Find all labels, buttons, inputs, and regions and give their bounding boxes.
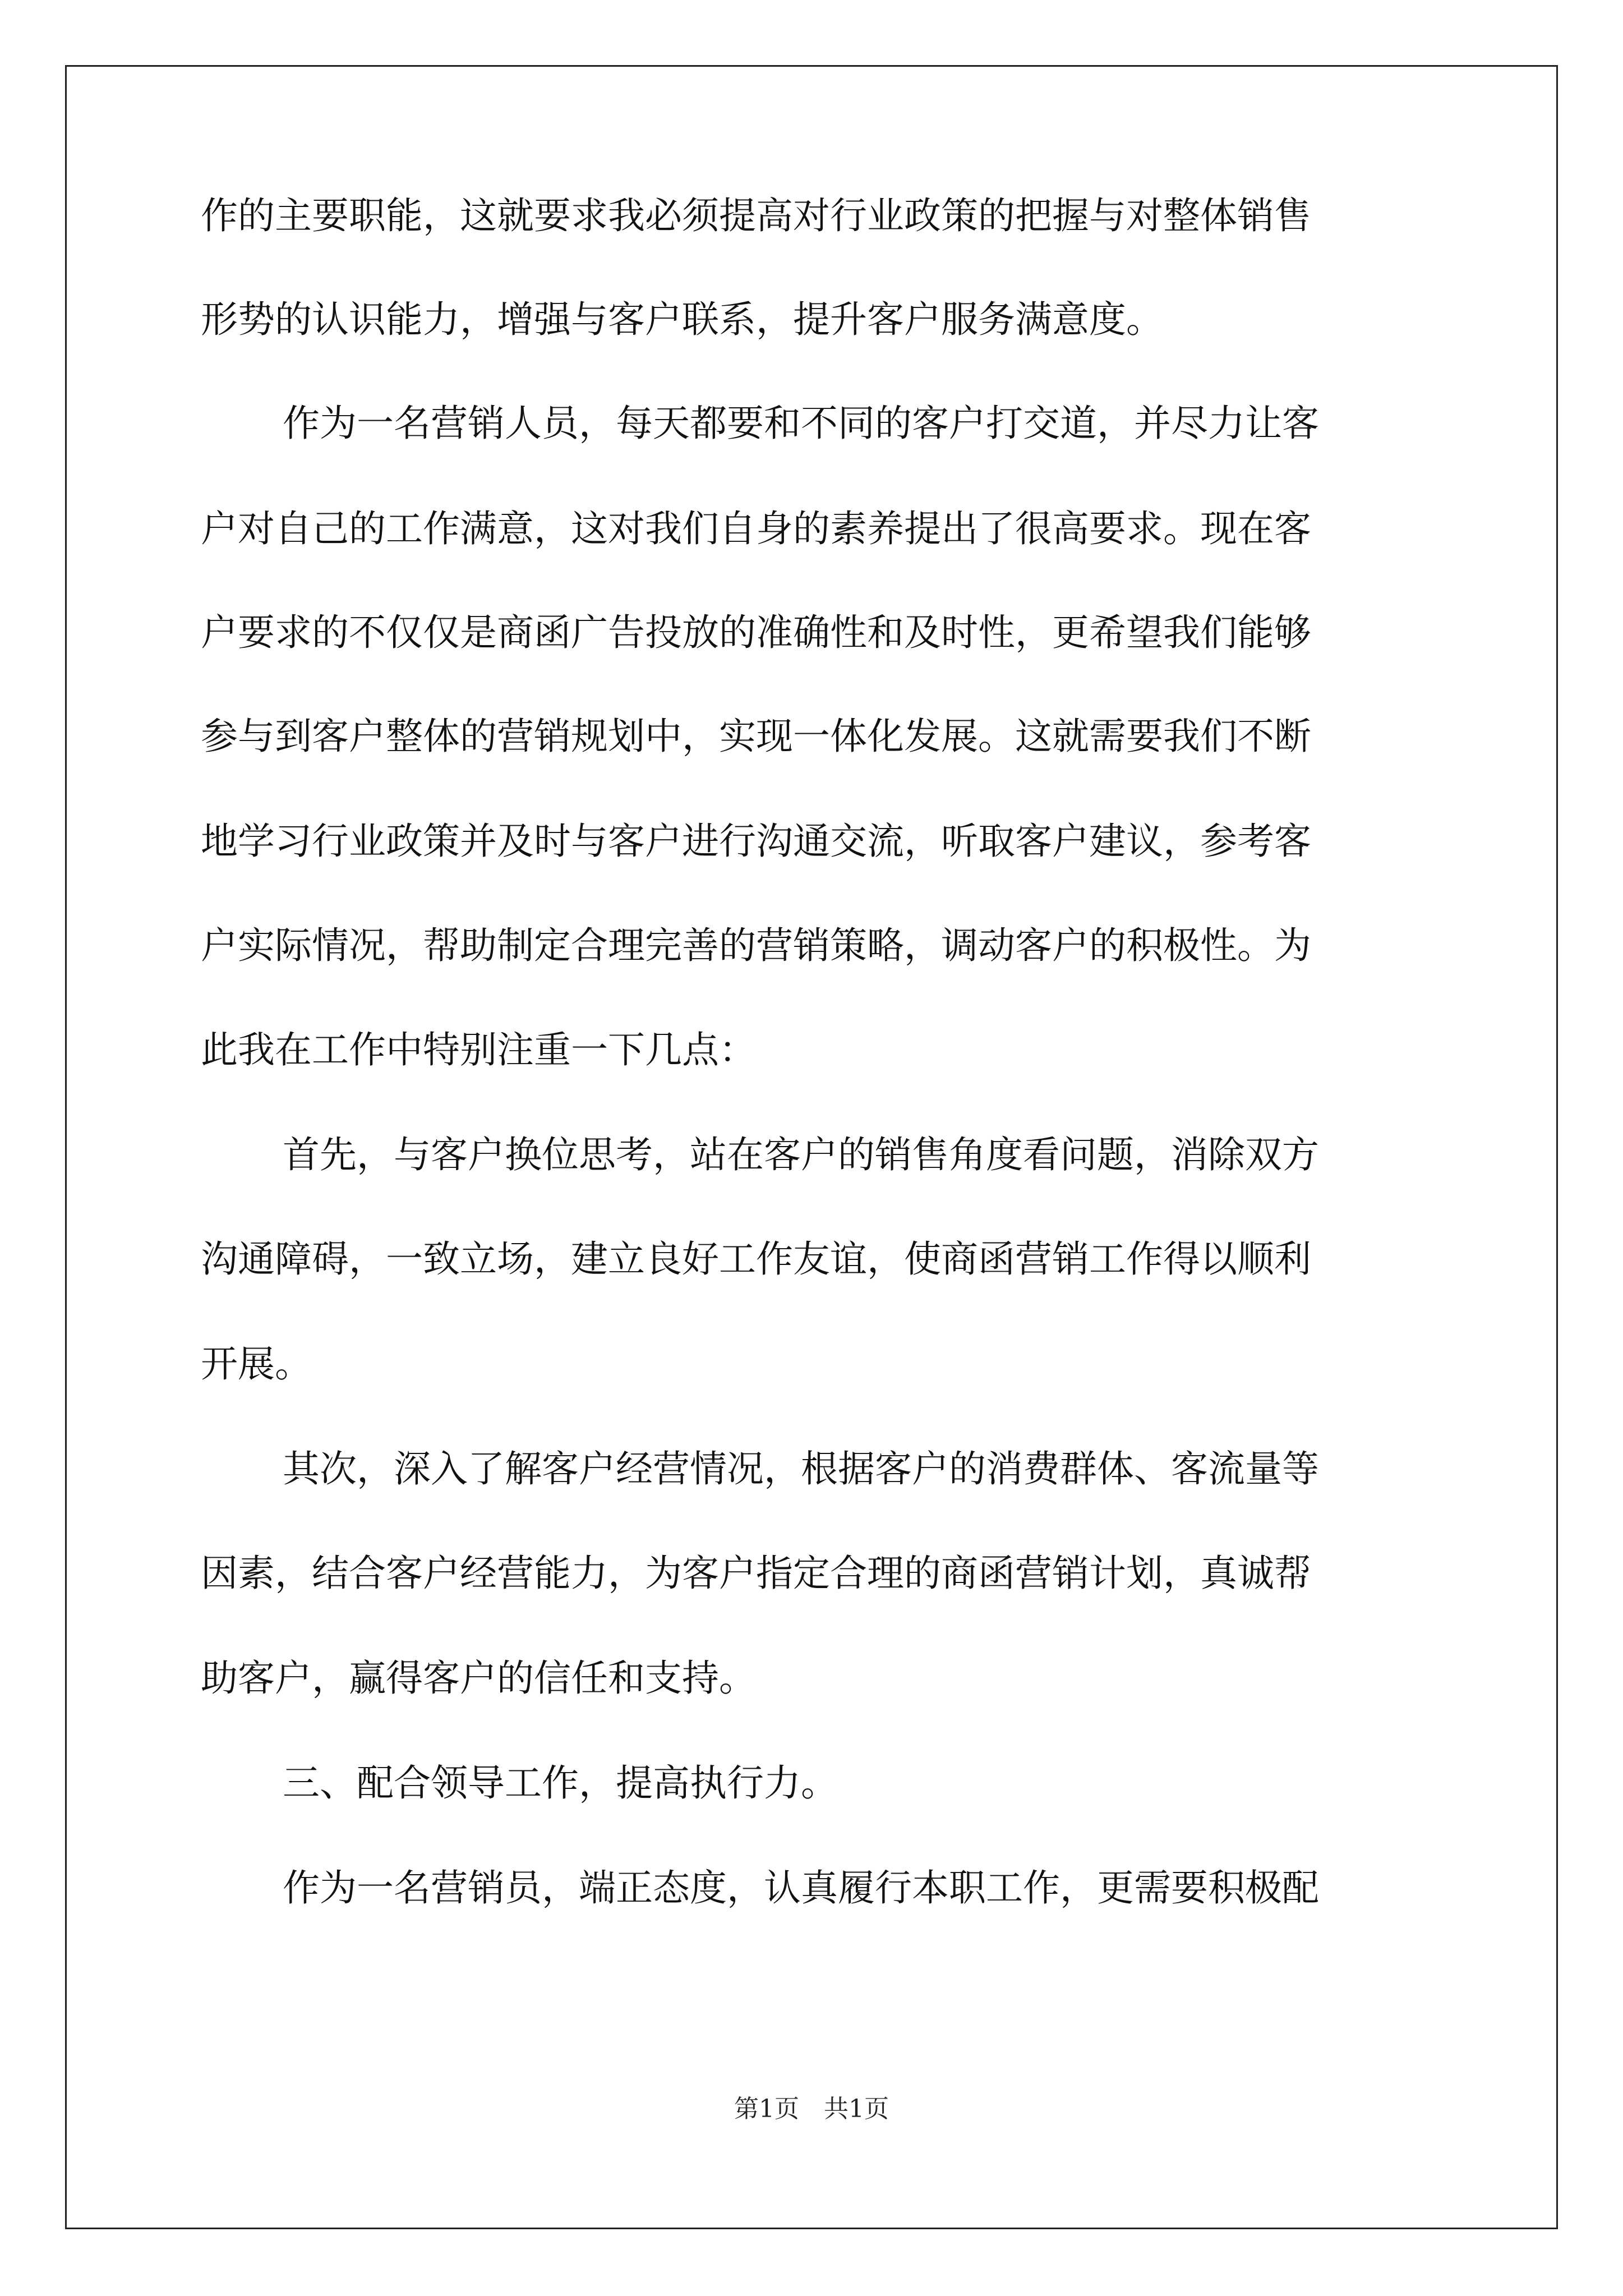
paragraph-line: 三、配合领导工作，提高执行力。 bbox=[283, 1761, 838, 1805]
paragraph-line: 因素，结合客户经营能力，为客户指定合理的商函营销计划，真诚帮 bbox=[201, 1552, 1311, 1595]
paragraph-line: 户要求的不仅仅是商函广告投放的准确性和及时性，更希望我们能够 bbox=[201, 611, 1311, 654]
paragraph-line: 户对自己的工作满意，这对我们自身的素养提出了很高要求。现在客 bbox=[201, 507, 1311, 550]
page-footer: 第1页 共1页 bbox=[734, 2095, 889, 2123]
paragraph-line: 助客户，赢得客户的信任和支持。 bbox=[201, 1657, 756, 1700]
paragraph-line: 形势的认识能力，增强与客户联系，提升客户服务满意度。 bbox=[201, 298, 1163, 341]
paragraph-line: 作的主要职能，这就要求我必须提高对行业政策的把握与对整体销售 bbox=[201, 194, 1311, 237]
paragraph-line: 地学习行业政策并及时与客户进行沟通交流，听取客户建议，参考客 bbox=[201, 820, 1311, 863]
paragraph-line: 其次，深入了解客户经营情况，根据客户的消费群体、客流量等 bbox=[283, 1447, 1319, 1490]
paragraph-line: 户实际情况，帮助制定合理完善的营销策略，调动客户的积极性。为 bbox=[201, 924, 1311, 967]
paragraph-line: 首先，与客户换位思考，站在客户的销售角度看问题，消除双方 bbox=[283, 1133, 1319, 1176]
paragraph-line: 作为一名营销员，端正态度，认真履行本职工作，更需要积极配 bbox=[283, 1866, 1319, 1910]
paragraph-line: 开展。 bbox=[201, 1342, 312, 1386]
paragraph-line: 作为一名营销人员，每天都要和不同的客户打交道，并尽力让客 bbox=[283, 402, 1319, 445]
paragraph-line: 此我在工作中特别注重一下几点： bbox=[201, 1028, 756, 1071]
paragraph-line: 参与到客户整体的营销规划中，实现一体化发展。这就需要我们不断 bbox=[201, 715, 1311, 758]
paragraph-line: 沟通障碍，一致立场，建立良好工作友谊，使商函营销工作得以顺利 bbox=[201, 1237, 1311, 1281]
